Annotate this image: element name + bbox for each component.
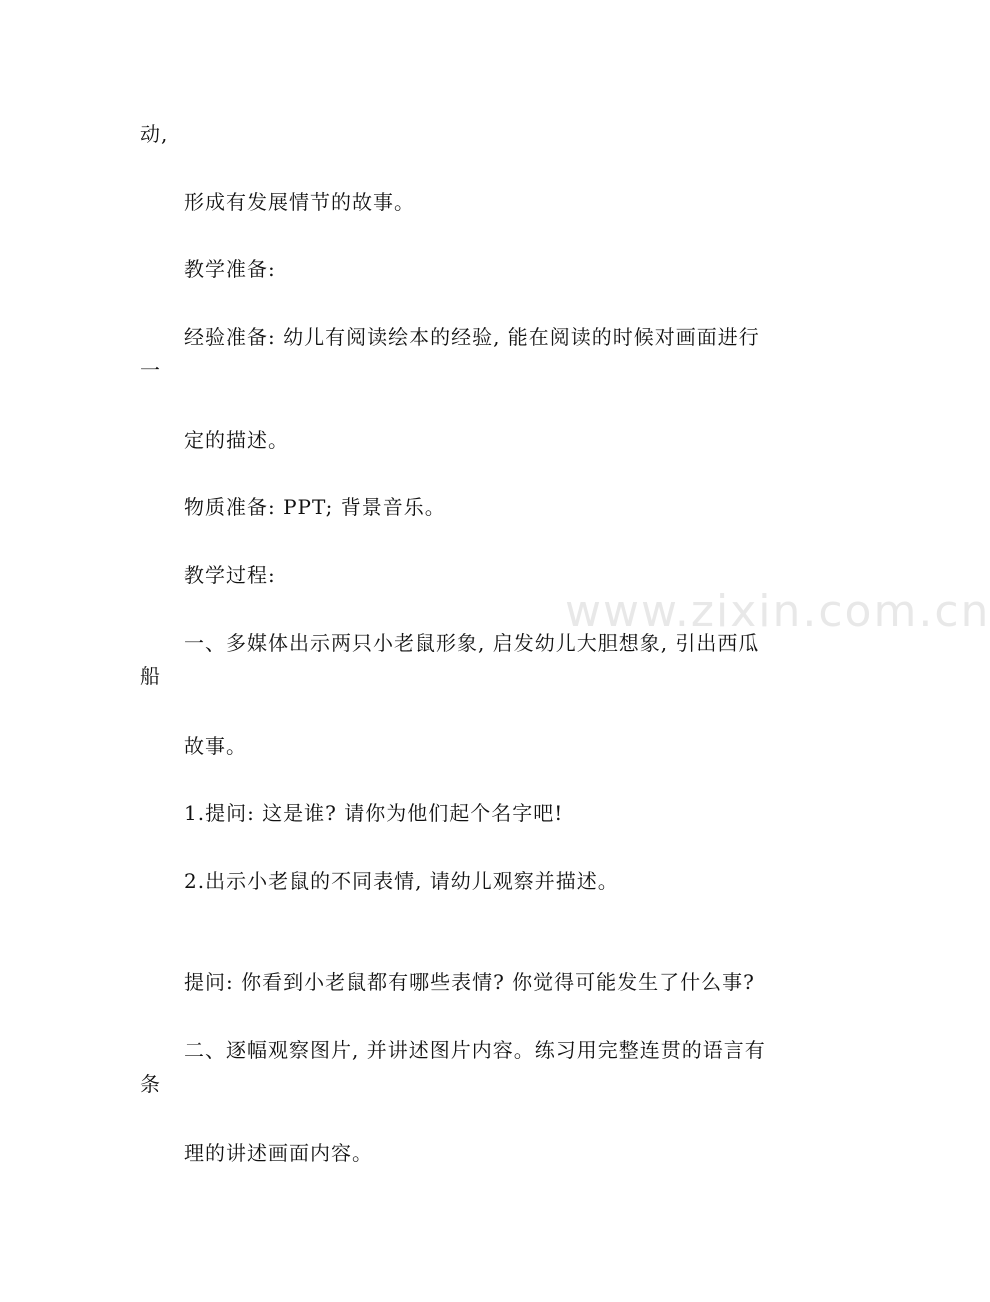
text-line: 故事。 — [184, 734, 247, 758]
text-line: 一 — [140, 358, 161, 382]
text-line: 物质准备: PPT; 背景音乐。 — [184, 495, 446, 519]
text-line: 理的讲述画面内容。 — [184, 1141, 373, 1165]
section-heading: 教学准备: — [184, 257, 276, 281]
text-line: 一、多媒体出示两只小老鼠形象, 启发幼儿大胆想象, 引出西瓜 — [184, 631, 760, 655]
text-line: 二、逐幅观察图片, 并讲述图片内容。练习用完整连贯的语言有 — [184, 1038, 766, 1062]
text-line: 1.提问: 这是谁? 请你为他们起个名字吧! — [184, 801, 564, 825]
text-line: 条 — [140, 1072, 161, 1096]
text-line: 2.出示小老鼠的不同表情, 请幼儿观察并描述。 — [184, 869, 619, 893]
watermark: www.zixin.com.cn — [565, 586, 990, 637]
text-line: 动, — [140, 122, 169, 146]
text-line: 定的描述。 — [184, 428, 289, 452]
section-heading: 教学过程: — [184, 563, 276, 587]
text-line: 船 — [140, 664, 161, 688]
text-line: 提问: 你看到小老鼠都有哪些表情? 你觉得可能发生了什么事? — [184, 970, 755, 994]
text-line: 经验准备: 幼儿有阅读绘本的经验, 能在阅读的时候对画面进行 — [184, 325, 760, 349]
text-line: 形成有发展情节的故事。 — [184, 190, 415, 214]
